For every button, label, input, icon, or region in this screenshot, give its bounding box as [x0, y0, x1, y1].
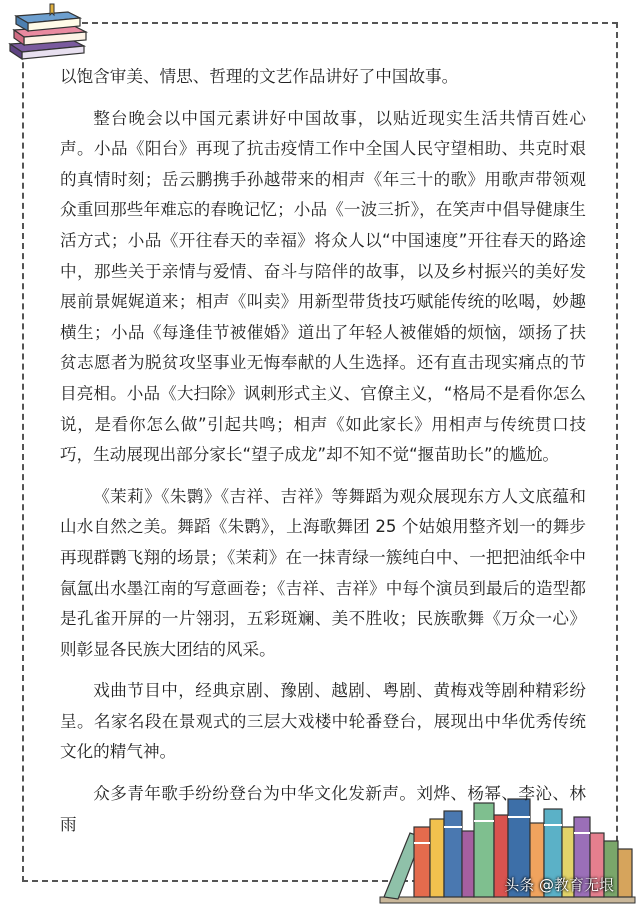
- article-paragraph: 《茉莉》《朱鹮》《吉祥、吉祥》等舞蹈为观众展现东方人文底蕴和山水自然之美。舞蹈《朱鹮》，上海歌舞团 25 个姑娘用整齐划一的舞步再现群鹮飞翔的场景；《茉莉》在一抹青绿一簇纯白中、一把把油纸伞中氤氲出水墨江南的写意画卷；《吉祥、吉祥》中每个演员到最后的造型都是孔雀开屏的一片翎羽，五彩斑斓、美不胜收；民族歌舞《万众一心》则彰显各民族大团结的风采。: [60, 486, 586, 659]
- article-paragraph: 整台晚会以中国元素讲好中国故事，以贴近现实生活共情百姓心声。小品《阳台》再现了抗击疫情工作中全国人民守望相助、共克时艰的真情时刻；岳云鹏携手孙越带来的相声《年三十的歌》用歌声带领观众重回那些年难忘的春晚记忆；小品《一波三折》，在笑声中倡导健康生活方式；小品《开往春天的幸福》将众人以“中国速度”开往春天的路途中，那些关于亲情与爱情、奋斗与陪伴的故事，以及乡村振兴的美好发展前景娓娓道来；相声《叫卖》用新型带货技巧赋能传统的吆喝，妙趣横生；小品《每逢佳节被催婚》道出了年轻人被催婚的烦恼，颂扬了扶贫志愿者为脱贫攻坚事业无悔奉献的人生选择。还有直击现实痛点的节目亮相。小品《大扫除》讽刺形式主义、官僚主义，“格局不是看你怎么说，是看你怎么做”引起共鸣；相声《如此家长》用相声与传统贯口技巧，生动展现出部分家长“望子成龙”却不知不觉“揠苗助长”的尴尬。: [60, 108, 586, 465]
- article-paragraph: 戏曲节目中，经典京剧、豫剧、越剧、粤剧、黄梅戏等剧种精彩纷呈。名家名段在景观式的三层大戏楼中轮番登台，展现出中华优秀传统文化的精气神。: [60, 681, 586, 762]
- article-body: [60, 62, 586, 851]
- article-paragraph: 众多青年歌手纷纷登台为中华文化发新声。刘烨、杨幂、李沁、林雨: [60, 784, 586, 834]
- stacked-books-icon: [2, 0, 94, 62]
- article-paragraph: 以饱含审美、情思、哲理的文艺作品讲好了中国故事。: [60, 67, 459, 86]
- watermark-text: 头条 @教育无垠: [504, 876, 614, 894]
